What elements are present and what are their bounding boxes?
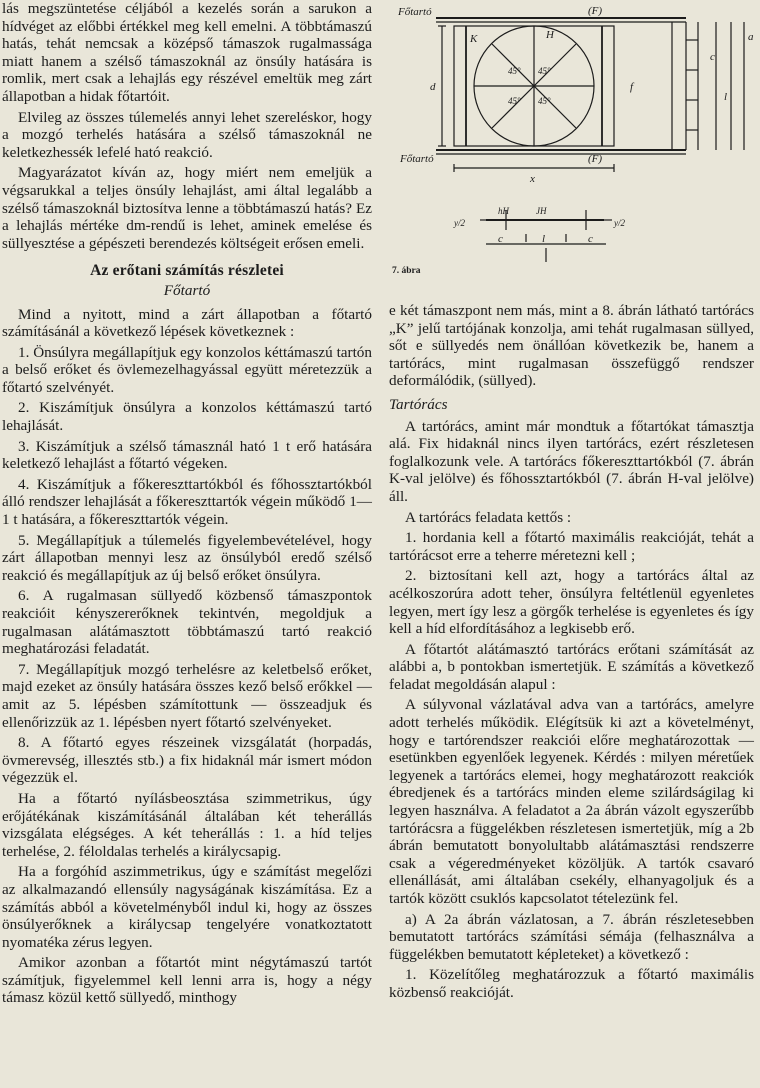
- paragraph: A súlyvonal vázlatával adva van a tartórács, amelyre adott terhelés működik. Elégítsük ki azt a követelményt, hogy e tartórendszer reakciói előre meghatározottak — esetünkben egyenlőek legyenek. Kérdés : milyen méretűek legyenek a tartórács elemei, hogy meghatározott reakciók ébredjenek és a tartórács minden eleme szilárdságilag ki legyen használva. A feladatot a 2a ábrán vázolt egyszerűbb tartórácsra a függelékben részletesen ismertetjük, míg a 2b ábrán bemutatott bonyolultabb alátámasztási rendszerre csak a végeredményeket közöljük. A tartók csavaró ellenállását, ami általában csekély, elhanyagoljuk és a tartók között csuklós kapcsolatot tételezünk fel.: [389, 696, 754, 907]
- label-half-y-right: y/2: [614, 218, 625, 228]
- list-item: 1. Önsúlyra megállapítjuk egy konzolos kéttámaszú tartón a belső erőket és övlemezelhagyással együtt méretezzük a főtartó szelvényét.: [2, 343, 372, 396]
- paragraph: A főtartót alátámasztó tartórács erőtani számítását az alábbi a, b pontokban ismertetjük. E számítás a következő feladat megoldásán alapul :: [389, 640, 754, 693]
- paragraph: Elvileg az összes túlemelés annyi lehet szereléskor, hogy a mozgó terhelés hatására a szélső támaszoknál ne keletkezhessék lefelé ható reakció.: [2, 108, 372, 161]
- label-jh: JH: [536, 206, 547, 216]
- figure-7: [386, 0, 760, 300]
- label-angle-1: 45°: [538, 66, 551, 76]
- label-a: a: [748, 31, 754, 43]
- label-angle-4: 45°: [538, 96, 551, 106]
- label-angle-3: 45°: [508, 96, 521, 106]
- label-d: d: [430, 81, 436, 93]
- label-top-beam: Főtartó: [398, 6, 432, 18]
- figure-caption: 7. ábra: [392, 266, 421, 276]
- list-item: 2. Kiszámítjuk önsúlyra a konzolos kéttámaszú tartó lehajlását.: [2, 399, 372, 435]
- right-column: [389, 302, 754, 1005]
- label-c-right: c: [588, 233, 593, 245]
- list-item: 7. Megállapítjuk mozgó terhelésre az keletbelső erőket, majd ezeket az önsúly hatására összes kező belső erőkkel — amit az 5. lépésben számítottunk — összeadjuk és ellenőrizzük az 1. lépésben nyert főtartó szelvényeket.: [2, 660, 372, 731]
- list-item: 4. Kiszámítjuk a főkereszttartókból és főhossztartókból álló rendszer lehajlását a főkereszttartók végein működő 1—1 t hatására, a főkereszttartók végein.: [2, 475, 372, 529]
- list-item: 1. hordania kell a főtartó maximális reakcióját, tehát a tartórácsot erre a teherre méretezni kell ;: [389, 529, 754, 564]
- list-item: 5. Megállapítjuk a túlemelés figyelembevételével, hogy zárt állapotban mennyi lesz az önsúlyból eredő szélső reakció és megállapítjuk az új belső erőket önsúlyra.: [2, 531, 372, 584]
- label-hh: hH: [498, 206, 509, 216]
- paragraph: Mind a nyitott, mind a zárt állapotban a főtartó számításánál a következő lépések következnek :: [2, 305, 372, 341]
- label-f: f: [630, 81, 634, 93]
- label-angle-2: 45°: [508, 66, 521, 76]
- paragraph: Magyarázatot kíván az, hogy miért nem emeljük a végsarukkal a teljes önsúly lehajlást, ami által legalább a szélső támaszoknál biztosítva lenne a többtámaszú hatás? Ez a lehajlás mértéke dm-rendű is lehet, aminek emelése és süllyesztése a gépészeti berendezés költségeit erősen emeli.: [2, 164, 372, 252]
- section-heading: Az erőtani számítás részletei: [90, 262, 284, 280]
- paragraph: Ha a főtartó nyílásbeosztása szimmetrikus, úgy erőjátékának kiszámításánál általában két teherállás vizsgálata elégséges. A két teherállás : 1. a híd teljes terhelése, 2. féloldalas terhelés a királycsapig.: [2, 789, 372, 860]
- list-item: 3. Kiszámítjuk a szélső támasznál ható 1 t erő hatására keletkező lehajlást a főtartó végeken.: [2, 437, 372, 473]
- label-f-top: (F): [588, 5, 603, 17]
- label-l-bottom: l: [542, 233, 546, 245]
- label-l: l: [724, 91, 728, 103]
- section-subheading: Tartórács: [389, 395, 448, 413]
- label-c: c: [710, 51, 715, 63]
- label-half-y-left: y/2: [454, 218, 465, 228]
- figure-7-drawing: [386, 0, 760, 300]
- paragraph: Ha a forgóhíd aszimmetrikus, úgy e számítást megelőzi az alkalmazandó ellensúly nagyságának kiszámítása. Ez a számítás abból a követelményből indul ki, hogy az összes önsúlyerőknek a királycsap tengelyére vonatkoztatott nyomatéka zérus legyen.: [2, 863, 372, 951]
- label-h: H: [546, 29, 554, 41]
- label-f-bottom: (F): [588, 153, 603, 165]
- paragraph: lás megszüntetése céljából a kezelés során a sarukon a hídvéget az előbbi értékkel meg kell emelni. A többtámaszú hatás, tehát nemcsak a középső támaszok rugalmassága miatt hanem a szélső támaszoknál az önsúly hatására is romlik, mert csak a lehajlás egy részével emeltük meg zárt állapotban a hidak főtartóit.: [2, 0, 372, 105]
- left-column: [2, 0, 372, 1010]
- label-x: x: [530, 173, 535, 185]
- label-c-left: c: [498, 233, 503, 245]
- paragraph: a) A 2a ábrán vázlatosan, a 7. ábrán részletesebben bemutatott tartórács számítási sémája (felhasználva a függelékben bemutatott képleteket) a következő :: [389, 910, 754, 963]
- paragraph: A tartórács, amint már mondtuk a főtartókat támasztja alá. Fix hidaknál nincs ilyen tartórács, ezért részletesen foglalkozunk vele. A tartórács főkereszttartókból (7. ábrán K-val jelölve) és főhossztartókból (7. ábrán H-val jelölve) áll.: [389, 417, 754, 505]
- list-item: 8. A főtartó egyes részeinek vizsgálatát (horpadás, övmerevség, illesztés stb.) a fix hidaknál már ismert módon végezzük el.: [2, 734, 372, 787]
- paragraph: e két támaszpont nem más, mint a 8. ábrán látható tartórács „K” jelű tartójának konzolja, ami tehát rugalmasan süllyed, sőt e süllyedés nem önállóan következik be, hanem a tartórács, mint rugalmasan összefüggő rendszer deformálódik, (süllyed).: [389, 302, 754, 390]
- label-bottom-beam: Főtartó: [400, 153, 434, 165]
- paragraph: Amikor azonban a főtartót mint négytámaszú tartót számítjuk, figyelemmel kell lenni arra is, hogy a négy támasz közül kettő süllyedő, minthogy: [2, 954, 372, 1007]
- section-subheading: Főtartó: [163, 281, 211, 299]
- list-item: 1. Közelítőleg meghatározzuk a főtartó maximális közbenső reakcióját.: [389, 966, 754, 1001]
- label-k: K: [470, 33, 478, 45]
- paragraph: A tartórács feladata kettős :: [405, 508, 572, 526]
- list-item: 6. A rugalmasan süllyedő közbenső támaszpontok reakcióit kényszererőknek tekintvén, megoldjuk a rugalmasan alátámasztott többtámaszú tartó reakció meghatározási feladatát.: [2, 587, 372, 658]
- list-item: 2. biztosítani kell azt, hogy a tartórács által az acélkoszorúra adott teher, önsúlyra feltétlenül egyenletes legyen, mert így lesz a görgők terhelése is egyenletes és így kell a híd elfordításához a legkisebb erő.: [389, 567, 754, 638]
